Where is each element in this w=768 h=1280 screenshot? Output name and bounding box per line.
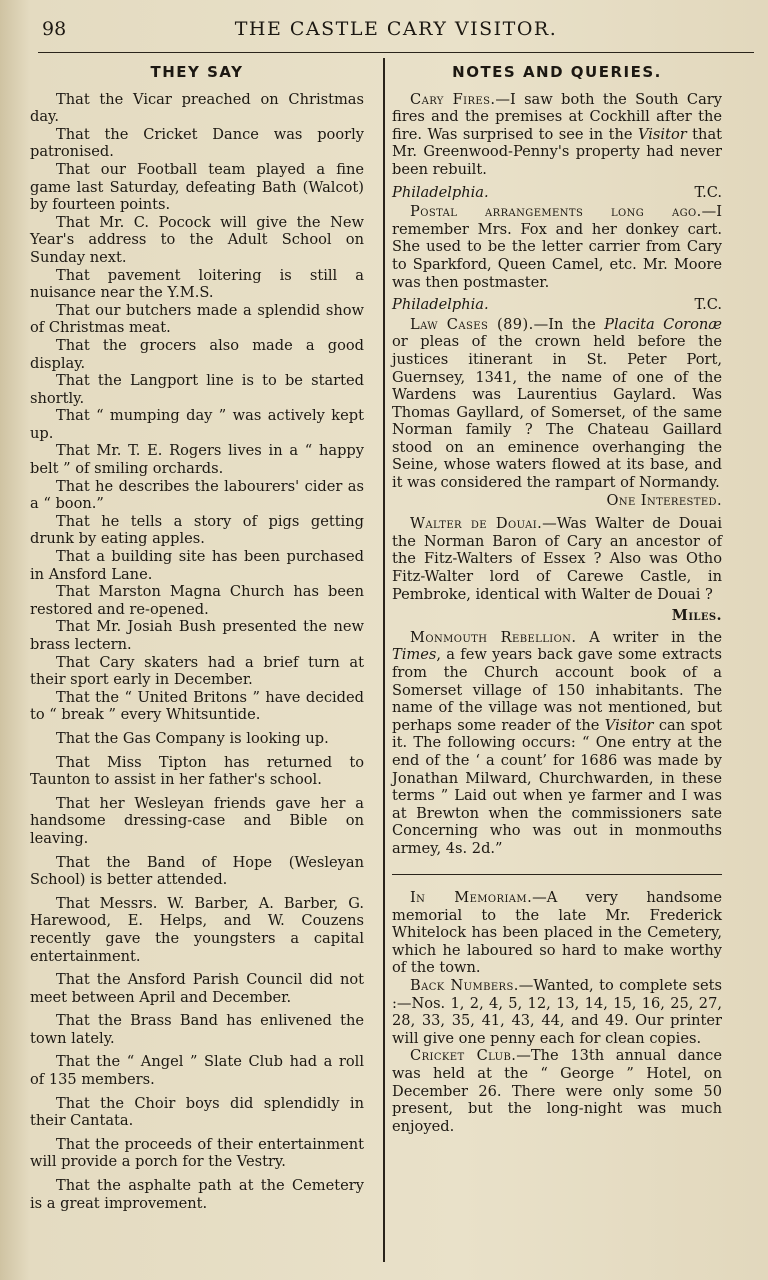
list-item: That the “ United Britons ” have decided to “ break ” every Whitsuntide.: [30, 688, 364, 724]
list-item: That “ mumping day ” was actively kept up.: [30, 407, 364, 442]
notes-column: [392, 60, 722, 1135]
list-item: That a building site has been purchased in Ansford Lane.: [30, 548, 364, 583]
list-item: That the Band of Hope (Wesleyan School) is better attended.: [30, 853, 364, 889]
list-item: That pavement loitering is still a nuisance near the Y.M.S.: [30, 266, 364, 302]
note-monmouth-rebellion: Monmouth Rebellion. A writer in the Times, a few years back gave some extracts from the Church account book of a Somerset village of 150 inhabitants. The name of the village was not mentioned, but perhaps some reader of the Visitor can spot it. The following occurs: “ One entry at the end of the ‘ a count’ for 1686 was made by Jonathan Milward, Churchwarden, in these terms ” Laid out when ye farmer and I was at Brewton when the commissioners sate Concerning who was out in monmouths armey, 4s. 2d.”: [392, 628, 722, 857]
list-item: That the proceeds of their entertainment will provide a porch for the Vestry.: [30, 1135, 364, 1171]
list-item: That Mr. C. Pocock will give the New Year's address to the Adult School on Sunday next.: [30, 213, 364, 266]
list-item: That the asphalte path at the Cemetery is a great improvement.: [30, 1177, 364, 1212]
column-divider: [383, 58, 385, 1262]
note-title: In Memoriam.: [410, 889, 533, 907]
note-cricket-club: Cricket Club.—The 13th annual dance was held at the “ George ” Hotel, on December 26. There were only some 50 present, but the long-night was much enjoyed.: [392, 1047, 722, 1135]
they-say-heading: THEY SAY: [150, 63, 244, 81]
note-in-memoriam: In Memoriam.—A very handsome memorial to the late Mr. Frederick Whitelock has been placed in the Cemetery, which he laboured so hard to make worthy of the town.: [392, 889, 722, 977]
list-item: That the grocers also made a good display.: [30, 336, 364, 372]
list-item: That the Ansford Parish Council did not meet between April and December.: [30, 971, 364, 1006]
note-title: Walter de Douai.: [410, 515, 543, 533]
note-title: Cary Fires.: [410, 90, 496, 108]
signature-row: [392, 296, 722, 314]
list-item: That our butchers made a splendid show of Christmas meat.: [30, 301, 364, 337]
list-item: That our Football team played a fine game last Saturday, defeating Bath (Walcot) by fourteen points.: [30, 160, 364, 214]
list-item: That the Gas Company is looking up.: [56, 729, 329, 747]
note-title: Back Numbers.: [410, 977, 519, 994]
list-item: That the “ Angel ” Slate Club had a roll of 135 members.: [30, 1053, 364, 1089]
list-item: That Cary skaters had a brief turn at their sport early in December.: [30, 653, 364, 689]
list-item: That Mr. T. E. Rogers lives in a “ happy belt ” of smiling orchards.: [30, 442, 364, 478]
list-item: That the Langport line is to be started shortly.: [30, 372, 364, 407]
signature: One Interested.: [606, 491, 722, 509]
note-walter-de-douai: Walter de Douai.—Was Walter de Douai the Norman Baron of Cary an ancestor of the Fitz-Walters of Essex ? Also was Otho Fitz-Walter lord of Carewe Castle, in Pembroke, identical with Walter de Douai ?: [392, 515, 722, 603]
signature-row: [392, 184, 722, 202]
notes-heading: NOTES AND QUERIES.: [452, 63, 662, 81]
list-item: That the Cricket Dance was poorly patronised.: [30, 125, 364, 161]
note-title: Monmouth Rebellion.: [410, 628, 577, 646]
note-cary-fires: Cary Fires.—I saw both the South Cary fires and the premises at Cockhill after the fire. Was surprised to see in the Visitor that Mr. Greenwood-Penny's property had never been rebuilt.: [392, 90, 723, 178]
list-item: That the Choir boys did splendidly in their Cantata.: [30, 1094, 364, 1130]
note-title: Postal arrangements long ago.: [410, 203, 702, 221]
running-title: THE CASTLE CARY VISITOR.: [234, 18, 558, 40]
list-item: That Miss Tipton has returned to Taunton to assist in her father's school.: [30, 753, 364, 789]
they-say-column: [30, 60, 364, 1212]
note-postal: Postal arrangements long ago.—I remember Mrs. Fox and her donkey cart. She used to be the letter carrier from Cary to Sparkford, Queen Camel, etc. Mr. Moore was then postmaster.: [392, 203, 722, 291]
list-item: That Messrs. W. Barber, A. Barber, G. Harewood, E. Helps, and W. Couzens recently gave the youngsters a capital entertainment.: [30, 894, 364, 965]
section-divider: [392, 874, 722, 876]
list-item: That he describes the labourers' cider as a “ boon.”: [30, 477, 364, 513]
note-law-cases: Law Cases (89).—In the Placita Coronæ or pleas of the crown held before the justices itinerant in St. Peter Port, Guernsey, 1341, the name of one of the Wardens was Laurentius Gaylard. Was Thomas Gayllard, of Somerset, of the same Norman family ? The Chateau Gaillard stood on an eminence overhanging the Seine, whose waters flowed at its base, and it was considered the rampart of Normandy.: [392, 315, 722, 492]
list-item: That he tells a story of pigs getting drunk by eating apples.: [30, 512, 364, 548]
author-initials: T.C.: [694, 296, 722, 314]
list-item: That the Vicar preached on Christmas day.: [30, 90, 364, 126]
list-item: That her Wesleyan friends gave her a handsome dressing-case and Bible on leaving.: [30, 794, 364, 847]
signature: Miles.: [671, 607, 722, 625]
page-number: 98: [42, 18, 67, 40]
place-name: Philadelphia.: [392, 296, 489, 314]
note-back-numbers: Back Numbers.—Wanted, to complete sets :—Nos. 1, 2, 4, 5, 12, 13, 14, 15, 16, 25, 27, 28, 33, 35, 41, 43, 44, and 49. Our printer will give one penny each for clean copies.: [392, 977, 722, 1047]
list-item: That Marston Magna Church has been restored and re-opened.: [30, 583, 364, 618]
note-title: Law Cases (89).: [410, 315, 534, 333]
author-initials: T.C.: [694, 183, 722, 201]
note-title: Cricket Club.: [410, 1047, 517, 1065]
place-name: Philadelphia.: [392, 183, 489, 201]
page-header: [38, 12, 754, 53]
list-item: That Mr. Josiah Bush presented the new brass lectern.: [30, 618, 364, 653]
list-item: That the Brass Band has enlivened the town lately.: [30, 1012, 364, 1047]
